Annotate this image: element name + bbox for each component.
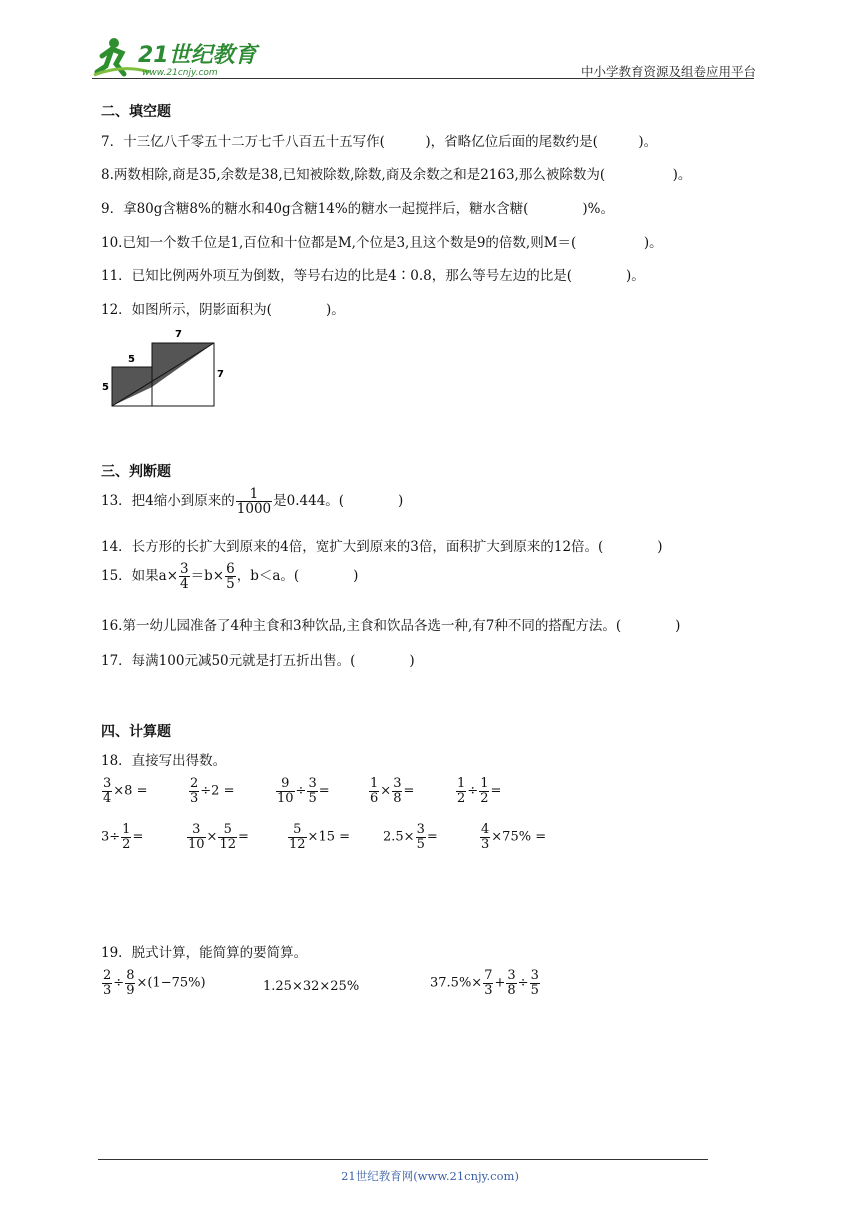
svg-text:www.21cnjy.com: www.21cnjy.com — [142, 68, 218, 78]
section-calc-title: 四、计算题 — [101, 724, 171, 740]
calc18-a5: $\frac{1}{2}$ ÷ $\frac{1}{2}$ = — [457, 776, 502, 806]
calc19-e2: 1.25×32×25% — [263, 979, 360, 994]
header-divider — [92, 78, 754, 79]
footer-divider — [98, 1159, 708, 1160]
question-9: 9．拿80g含糖8%的糖水和40g含糖14%的糖水一起搅拌后，糖水含糖( )%。 — [101, 201, 615, 217]
platform-name: 中小学教育资源及组卷应用平台 — [580, 64, 756, 79]
question-13: 13．把4缩小到原来的 $\frac{1}{1000}$ 是0.444。( ) — [101, 486, 404, 518]
calc18-b1: 3÷ $\frac{1}{2}$ = — [101, 822, 144, 852]
site-logo — [92, 34, 262, 80]
question-15: 15．如果a× $\frac{3}{4}$ ＝b× $\frac{6}{5}$ ，b＜a。( ) — [101, 561, 359, 593]
calc18-a1: $\frac{3}{4}$ ×8 = — [103, 776, 148, 806]
calc19-e3: 37.5%× $\frac{7}{3}$ + $\frac{3}{8}$ ÷ $\frac{3}{5}$ — [430, 968, 539, 998]
question-8: 8.两数相除,商是35,余数是38,已知被除数,除数,商及余数之和是2163,那么被除数为( )。 — [101, 167, 692, 183]
question-18: 18．直接写出得数。 — [101, 753, 227, 769]
question-17: 17．每满100元减50元就是打五折出售。( ) — [101, 653, 415, 669]
calc19-e1: $\frac{2}{3}$ ÷ $\frac{8}{9}$ ×(1−75%) — [103, 968, 206, 998]
calc18-a4: $\frac{1}{6}$ × $\frac{3}{8}$ = — [370, 776, 415, 806]
question-14: 14．长方形的长扩大到原来的4倍，宽扩大到原来的3倍，面积扩大到原来的12倍。( ) — [101, 539, 663, 555]
question-10: 10.已知一个数千位是1,百位和十位都是M,个位是3,且这个数是9的倍数,则M＝( )。 — [101, 235, 663, 251]
calc18-b4: 2.5× $\frac{3}{5}$ = — [383, 822, 438, 852]
question-19: 19．脱式计算，能简算的要简算。 — [101, 945, 308, 961]
label-left: 5 — [102, 382, 109, 393]
calc18-a3: $\frac{9}{10}$ ÷ $\frac{3}{5}$ = — [277, 776, 330, 806]
label-top: 7 — [175, 329, 182, 340]
question-11: 11．已知比例两外项互为倒数，等号右边的比是4∶0.8，那么等号左边的比是( )。 — [101, 268, 645, 284]
shaded-area-figure — [100, 325, 230, 410]
calc18-b3: $\frac{5}{12}$ ×15 = — [289, 822, 351, 852]
question-12: 12．如图所示，阴影面积为( )。 — [101, 302, 345, 318]
footer-link[interactable]: 21世纪教育网(www.21cnjy.com) — [341, 1169, 519, 1183]
label-right: 7 — [217, 369, 224, 380]
section-fill-title: 二、填空题 — [101, 104, 171, 120]
calc18-a2: $\frac{2}{3}$ ÷2 = — [190, 776, 235, 806]
svg-text:21世纪教育: 21世纪教育 — [138, 43, 257, 68]
label-small: 5 — [128, 354, 135, 365]
question-16: 16.第一幼儿园准备了4种主食和3种饮品,主食和饮品各选一种,有7种不同的搭配方法。( ) — [101, 618, 681, 634]
section-judge-title: 三、判断题 — [101, 464, 171, 480]
calc18-b5: $\frac{4}{3}$ ×75% = — [481, 822, 547, 852]
question-7: 7．十三亿八千零五十二万七千八百五十五写作( )，省略亿位后面的尾数约是( )。 — [101, 134, 658, 150]
calc18-b2: $\frac{3}{10}$ × $\frac{5}{12}$ = — [188, 822, 249, 852]
